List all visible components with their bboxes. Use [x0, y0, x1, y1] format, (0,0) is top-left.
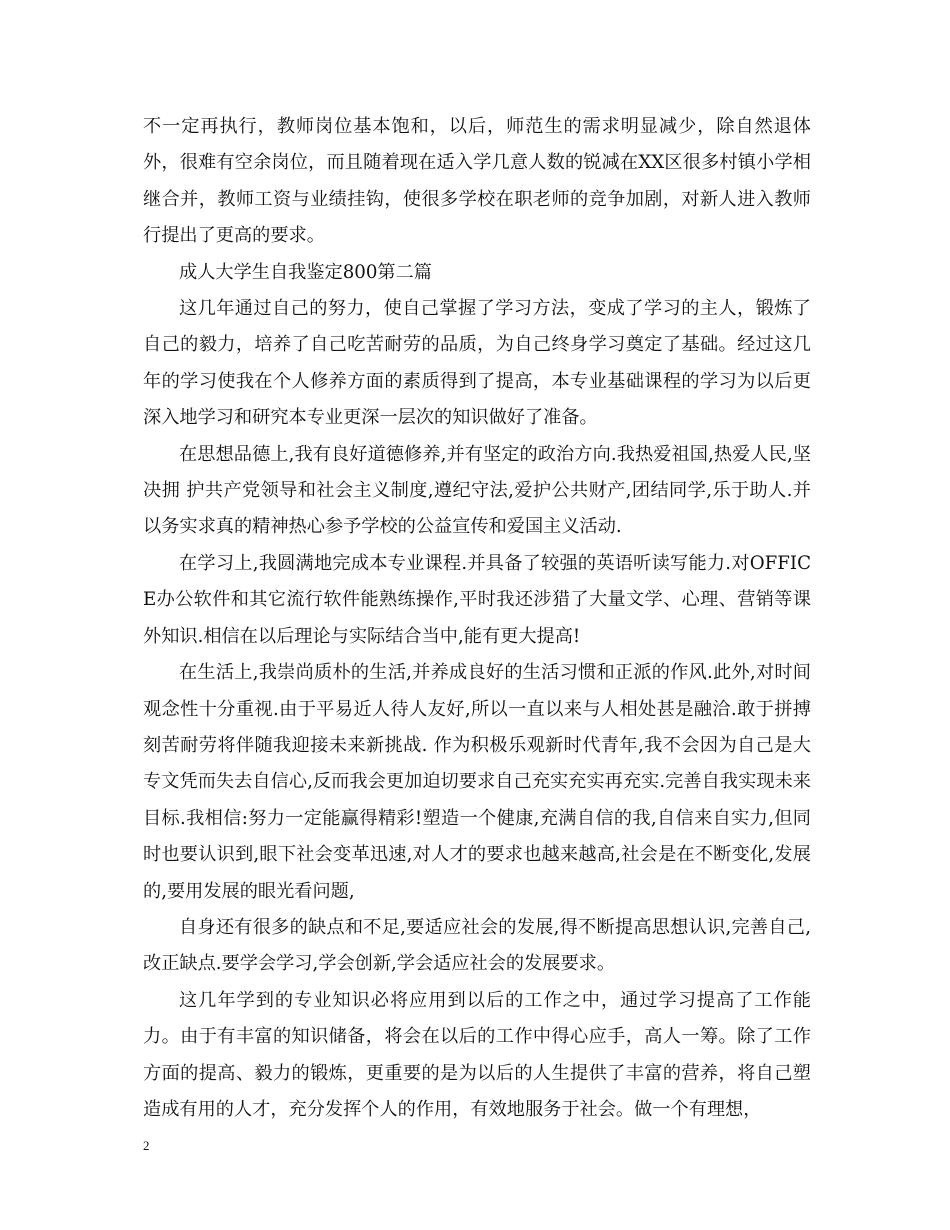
paragraph-shortcomings: 自身还有很多的缺点和不足,要适应社会的发展,得不断提高思想认识,完善自己,改正缺点.要学会学习,学会创新,学会适应社会的发展要求。	[143, 916, 811, 975]
paragraph-continuation: 不一定再执行，教师岗位基本饱和，以后，师范生的需求明显减少，除自然退体外，很难有空余岗位，而且随着现在适入学几意人数的锐减在XX区很多村镇小学相继合并，教师工资与业绩挂钩，使很多学校在职老师的竞争加剧，对新人进入教师行提出了更高的要求。	[143, 116, 811, 247]
document-body	[143, 109, 811, 1128]
paragraph-moral-character: 在思想品德上,我有良好道德修养,并有坚定的政治方向.我热爱祖国,热爱人民,坚决拥 护共产党领导和社会主义制度,遵纪守法,爱护公共财产,团结同学,乐于助人.并以务实求真的精神热心参予学校的公益宣传和爱国主义活动.	[143, 443, 811, 538]
paragraph-study: 在学习上,我圆满地完成本专业课程.并具备了较强的英语听读写能力.对OFFICE办公软件和其它流行软件能熟练操作,平时我还涉猎了大量文学、心理、营销等课外知识.相信在以后理论与实际结合当中,能有更大提高!	[143, 552, 811, 647]
paragraph-self-improvement: 这几年通过自己的努力，使自己掌握了学习方法，变成了学习的主人，锻炼了自己的毅力，培养了自己吃苦耐劳的品质，为自己终身学习奠定了基础。经过这几年的学习使我在个人修养方面的素质得到了提高，本专业基础课程的学习为以后更深入地学习和研究本专业更深一层次的知识做好了准备。	[143, 298, 811, 429]
paragraph-life: 在生活上,我崇尚质朴的生活,并养成良好的生活习惯和正派的作风.此外,对时间观念性十分重视.由于平易近人待人友好,所以一直以来与人相处甚是融洽.敢于拼搏刻苦耐劳将伴随我迎接未来新挑战. 作为积极乐观新时代青年,我不会因为自己是大专文凭而失去自信心,反而我会更加迫切要求自己充实充实再充实.完善自我实现未来目标.我相信:努力一定能赢得精彩!塑造一个健康,充满自信的我,自信来自实力,但同时也要认识到,眼下社会变革迅速,对人才的要求也越来越高,社会是在不断变化,发展的,要用发展的眼光看问题,	[143, 662, 811, 902]
paragraph-future-work: 这几年学到的专业知识必将应用到以后的工作之中，通过学习提高了工作能力。由于有丰富的知识储备，将会在以后的工作中得心应手，高人一筹。除了工作方面的提高、毅力的锻炼，更重要的是为以后的人生提供了丰富的营养，将自己塑造成有用的人才，充分发挥个人的作用，有效地服务于社会。做一个有理想，	[143, 989, 811, 1120]
page-number: 2	[143, 1138, 150, 1153]
section-heading: 成人大学生自我鉴定800第二篇	[179, 261, 432, 283]
